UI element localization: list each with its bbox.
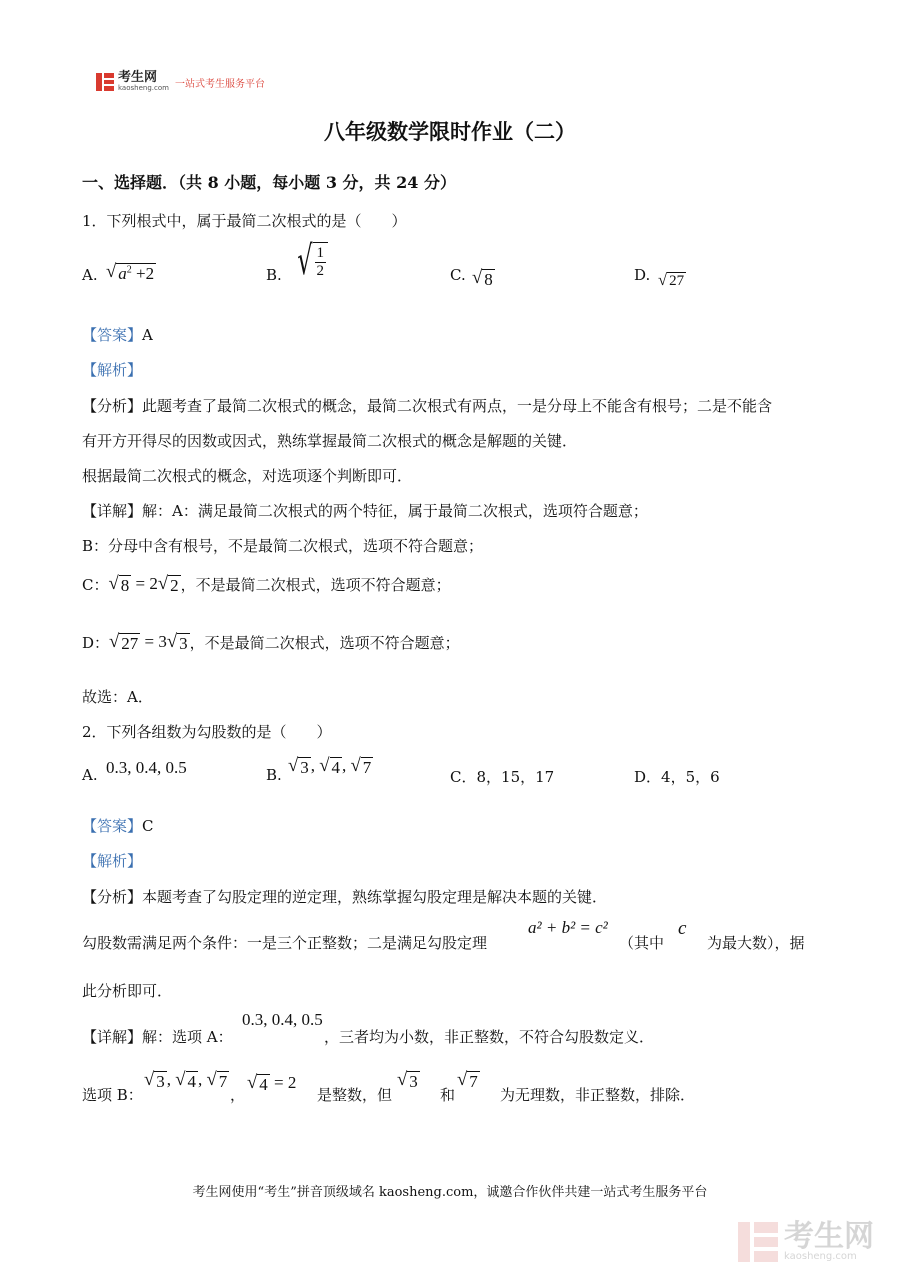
q2-condition-text-3: 为最大数），据 xyxy=(707,934,805,952)
q1-option-d-expr: √ 27 xyxy=(658,270,685,289)
q2-detail-a-label: 【详解】解：选项 A： xyxy=(82,1028,233,1046)
q2-option-a-expr: 0.3, 0.4, 0.5 xyxy=(106,758,187,777)
q2-detail-b-and: 和 xyxy=(440,1086,456,1104)
watermark-domain: kaosheng.com xyxy=(784,1250,857,1262)
q2-analysis-tag: 【解析】 xyxy=(82,852,143,870)
q1-option-c-expr: √ 8 xyxy=(472,266,493,289)
watermark-icon xyxy=(738,1222,778,1262)
q2-stem: 2．下列各组数为勾股数的是（ ） xyxy=(82,723,332,741)
q2-detail-a-expr: 0.3, 0.4, 0.5 xyxy=(242,1010,323,1029)
logo-domain: kaosheng.com xyxy=(118,84,169,92)
q2-option-c: C．8，15，17 xyxy=(450,768,555,786)
q2-detail-b-expr: √ 3 , √ 4 , √ 7 xyxy=(144,1068,228,1091)
page-title: 八年级数学限时作业（二） xyxy=(324,119,576,144)
q2-detail-b-sqrt7: √ 7 xyxy=(457,1068,478,1091)
logo-icon xyxy=(96,73,114,91)
q2-detail-b-eq: √ 4 = 2 xyxy=(247,1071,297,1094)
q1-analysis-tag: 【解析】 xyxy=(82,361,143,379)
footer: 考生网使用“考生”拼音顶级域名 kaosheng.com，诚邀合作伙伴共建一站式考生服务平台 xyxy=(192,1185,708,1200)
watermark xyxy=(738,1218,874,1262)
q2-condition-text: 勾股数需满足两个条件：一是三个正整数；二是满足勾股定理 xyxy=(82,934,488,952)
q2-answer: 【答案】C xyxy=(82,817,154,835)
q2-condition-formula: a² + b² = c² xyxy=(528,918,608,937)
q1-analysis-line-2: 有开方开得尽的因数或因式，熟练掌握最简二次根式的概念是解题的关键． xyxy=(82,432,578,450)
q1-option-b-label: B. xyxy=(266,266,282,284)
q2-condition-text-2: （其中 xyxy=(619,934,665,952)
q2-option-a-label: A. xyxy=(82,766,98,784)
q1-detail-c: C： √ 8 = 2 √ 2 ，不是最简二次根式，选项不符合题意； xyxy=(82,572,451,595)
q1-detail-a: 【详解】解：A：满足最简二次根式的两个特征，属于最简二次根式，选项符合题意； xyxy=(82,502,648,520)
watermark-brand: 考生网 xyxy=(784,1218,874,1254)
section-header: 一、选择题．（共 8 小题，每小题 3 分，共 24 分） xyxy=(82,173,456,192)
q2-detail-b-mid: 是整数，但 xyxy=(317,1086,393,1104)
q2-detail-a-text: ，三者均为小数，非正整数，不符合勾股数定义． xyxy=(324,1028,655,1046)
q1-answer: 【答案】A xyxy=(82,326,153,344)
q2-option-b-expr: √ 3 , √ 4 , √ 7 xyxy=(288,754,372,777)
q2-condition-line-2: 此分析即可． xyxy=(82,982,173,1000)
logo-brand: 考生网 xyxy=(118,70,158,85)
logo-slogan: 一站式考生服务平台 xyxy=(174,78,265,90)
q2-detail-b-comma: ， xyxy=(230,1086,246,1104)
q1-detail-b: B：分母中含有根号，不是最简二次根式，选项不符合题意； xyxy=(82,537,484,555)
q1-stem: 1．下列根式中，属于最简二次根式的是（ ） xyxy=(82,212,407,230)
q1-analysis-line-3: 根据最简二次根式的概念，对选项逐个判断即可． xyxy=(82,467,413,485)
q2-option-b-label: B. xyxy=(266,766,282,784)
q1-conclusion: 故选：A． xyxy=(82,688,153,706)
q2-condition-c: c xyxy=(678,918,687,939)
logo xyxy=(96,72,265,92)
q1-option-d-label: D. xyxy=(634,266,651,284)
q2-detail-b-end: 为无理数，非正整数，排除． xyxy=(500,1086,696,1104)
q1-option-a-label: A. xyxy=(82,266,98,284)
q1-option-b-expr: √ $\frac{1}{2}$ xyxy=(287,242,328,279)
q1-option-a-expr: √ $a^2 +2$ xyxy=(106,260,155,283)
q1-option-c-label: C. xyxy=(450,266,466,284)
q2-detail-b-label: 选项 B： xyxy=(82,1086,143,1104)
q2-detail-b-sqrt3: √ 3 xyxy=(397,1068,418,1091)
q2-option-d: D．4，5，6 xyxy=(634,768,720,786)
q1-analysis-line-1: 【分析】此题考查了最简二次根式的概念，最简二次根式有两点，一是分母上不能含有根号；二是不能含 xyxy=(82,397,773,415)
q2-analysis-line-1: 【分析】本题考查了勾股定理的逆定理，熟练掌握勾股定理是解决本题的关键． xyxy=(82,888,608,906)
q1-detail-d: D： √ 27 = 3 √ 3 ，不是最简二次根式，选项不符合题意； xyxy=(82,630,460,653)
